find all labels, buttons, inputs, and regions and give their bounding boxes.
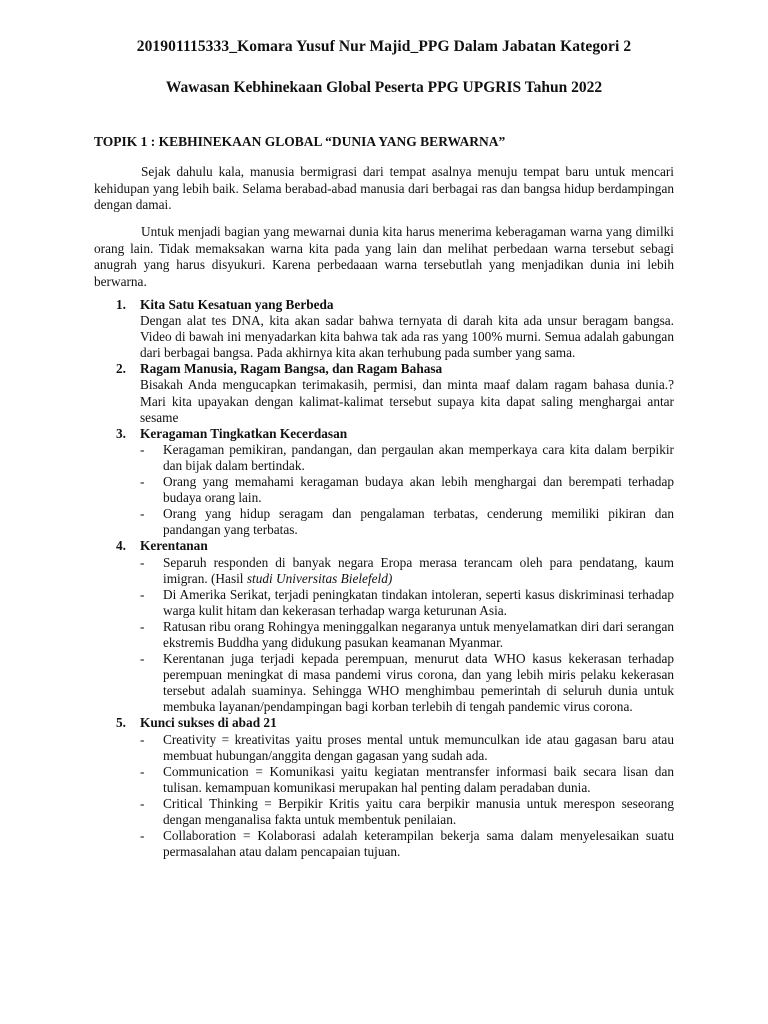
dash-marker: - bbox=[140, 828, 145, 844]
item-number: 2. bbox=[116, 361, 126, 377]
bullet-item bbox=[140, 506, 674, 538]
bullet-text: Di Amerika Serikat, terjadi peningkatan tindakan intoleran, seperti kasus diskriminasi terhadap warga kulit hitam dan kekerasan terhadap warga keturunan Asia. bbox=[163, 586, 674, 618]
item-body: Dengan alat tes DNA, kita akan sadar bahwa ternyata di darah kita ada unsur beragam bangsa. Video di bawah ini menyadarkan kita bahwa tak ada ras yang 100% murni. Semua adalah gabungan dari berbagai bangsa. Pada akhirnya kita akan terhubung pada sumber yang sama. bbox=[140, 313, 674, 361]
bullet-text: Orang yang memahami keragaman budaya akan lebih menghargai dan berempati terhadap budaya orang lain. bbox=[163, 474, 674, 506]
bullet-text: Communication = Komunikasi yaitu kegiatan mentransfer informasi baik secara lisan dan tulisan. kemampuan komunikasi merupakan hal penting dalam peradaban dunia. bbox=[163, 763, 674, 795]
item-body: Bisakah Anda mengucapkan terimakasih, permisi, dan minta maaf dalam ragam bahasa dunia.? Mari kita upayakan dengan kalimat-kalimat tersebut supaya kita dapat saling menghargai antar sesame bbox=[140, 377, 674, 425]
bullet-item bbox=[140, 828, 674, 860]
item-title: Ragam Manusia, Ragam Bangsa, dan Ragam Bahasa bbox=[140, 361, 443, 377]
numbered-list bbox=[94, 297, 674, 860]
item-number: 3. bbox=[116, 425, 126, 441]
dash-marker: - bbox=[140, 441, 145, 457]
list-item-1 bbox=[94, 297, 674, 361]
list-item-5 bbox=[94, 715, 674, 860]
dash-marker: - bbox=[140, 763, 145, 779]
list-item-2 bbox=[94, 361, 674, 425]
bullet-item bbox=[140, 732, 674, 764]
topic-heading: TOPIK 1 : KEBHINEKAAN GLOBAL “DUNIA YANG BERWARNA” bbox=[94, 134, 506, 149]
dash-marker: - bbox=[140, 618, 145, 634]
bullet-text: Ratusan ribu orang Rohingya meninggalkan negaranya untuk menyelamatkan diri dari serangan ekstremis Buddha yang didukung pasukan keamanan Myanmar. bbox=[163, 618, 674, 650]
bullet-item bbox=[140, 619, 674, 651]
bullet-text: Kerentanan juga terjadi kepada perempuan, menurut data WHO kasus kekerasan terhadap perempuan meningkat di masa pandemi virus corona, dan yang lebih miris pelaku kekerasan tersebut adalah suaminya. Sehingga WHO menghimbau pemerintah di seluruh dunia untuk membuka layanan/pendampingan bagi korban terlebih di tengah pandemic virus corona. bbox=[163, 651, 674, 715]
author-line: 201901115333_Komara Yusuf Nur Majid_PPG Dalam Jabatan Kategori 2 bbox=[136, 38, 632, 55]
item-number: 1. bbox=[116, 297, 126, 312]
intro-paragraph-2: Untuk menjadi bagian yang mewarnai dunia kita harus menerima keberagaman warna yang dimilki orang lain. Tidak memaksakan warna kita pada yang lain dan melihat perbedaan warna tersebut sebagi anugrah yang harus disyukuri. Karena perbedaaan warna tersebutlah yang menjadikan dunia ini lebih berwarna. bbox=[94, 224, 674, 289]
dash-marker: - bbox=[140, 731, 145, 747]
bullet-citation: studi Universitas Bielefeld) bbox=[246, 570, 393, 586]
item-number: 4. bbox=[116, 538, 126, 554]
bullet-list bbox=[140, 555, 674, 716]
bullet-list bbox=[140, 732, 674, 861]
bullet-item bbox=[140, 764, 674, 796]
dash-marker: - bbox=[140, 651, 145, 667]
bullet-text: Keragaman pemikiran, pandangan, dan pergaulan akan memperkaya cara kita dalam berpikir dan bijak dalam bertindak. bbox=[163, 441, 674, 473]
bullet-item bbox=[140, 651, 674, 715]
dash-marker: - bbox=[140, 554, 145, 570]
list-item-4 bbox=[94, 538, 674, 715]
dash-marker: - bbox=[140, 795, 145, 811]
item-title: Kerentanan bbox=[140, 538, 208, 554]
bullet-text: Collaboration = Kolaborasi adalah keterampilan bekerja sama dalam menyelesaikan suatu permasalahan atau dalam pencapaian tujuan. bbox=[163, 828, 674, 860]
bullet-text: Separuh responden di banyak negara Eropa merasa terancam oleh para pendatang, kaum imigran. (Hasil bbox=[163, 554, 674, 586]
bullet-item bbox=[140, 442, 674, 474]
bullet-item bbox=[140, 474, 674, 506]
dash-marker: - bbox=[140, 586, 145, 602]
bullet-text: Critical Thinking = Berpikir Kritis yaitu cara berpikir manusia untuk merespon seseorang dengan menganalisa fakta untuk membentuk penilaian. bbox=[163, 795, 674, 827]
dash-marker: - bbox=[140, 506, 145, 522]
item-number: 5. bbox=[116, 715, 126, 731]
bullet-item bbox=[140, 555, 674, 587]
bullet-list bbox=[140, 442, 674, 539]
bullet-text: Creativity = kreativitas yaitu proses mental untuk memunculkan ide atau gagasan baru atau membuat hubungan/anggita dengan gagasan yang sudah ada. bbox=[163, 731, 674, 763]
document-title: Wawasan Kebhinekaan Global Peserta PPG UPGRIS Tahun 2022 bbox=[165, 79, 603, 96]
bullet-text: Orang yang hidup seragam dan pengalaman terbatas, cenderung memiliki pikiran dan pandangan yang terbatas. bbox=[163, 506, 674, 538]
intro-paragraph-1: Sejak dahulu kala, manusia bermigrasi dari tempat asalnya menuju tempat baru untuk mencari kehidupan yang lebih baik. Selama berabad-abad manusia dari berbagai ras dan bangsa hidup berdampingan dengan damai. bbox=[94, 164, 674, 213]
item-title: Kunci sukses di abad 21 bbox=[140, 715, 277, 731]
bullet-item bbox=[140, 587, 674, 619]
item-title: Kita Satu Kesatuan yang Berbeda bbox=[140, 297, 334, 312]
dash-marker: - bbox=[140, 474, 145, 490]
list-item-3 bbox=[94, 426, 674, 539]
bullet-item bbox=[140, 796, 674, 828]
item-title: Keragaman Tingkatkan Kecerdasan bbox=[140, 425, 348, 441]
